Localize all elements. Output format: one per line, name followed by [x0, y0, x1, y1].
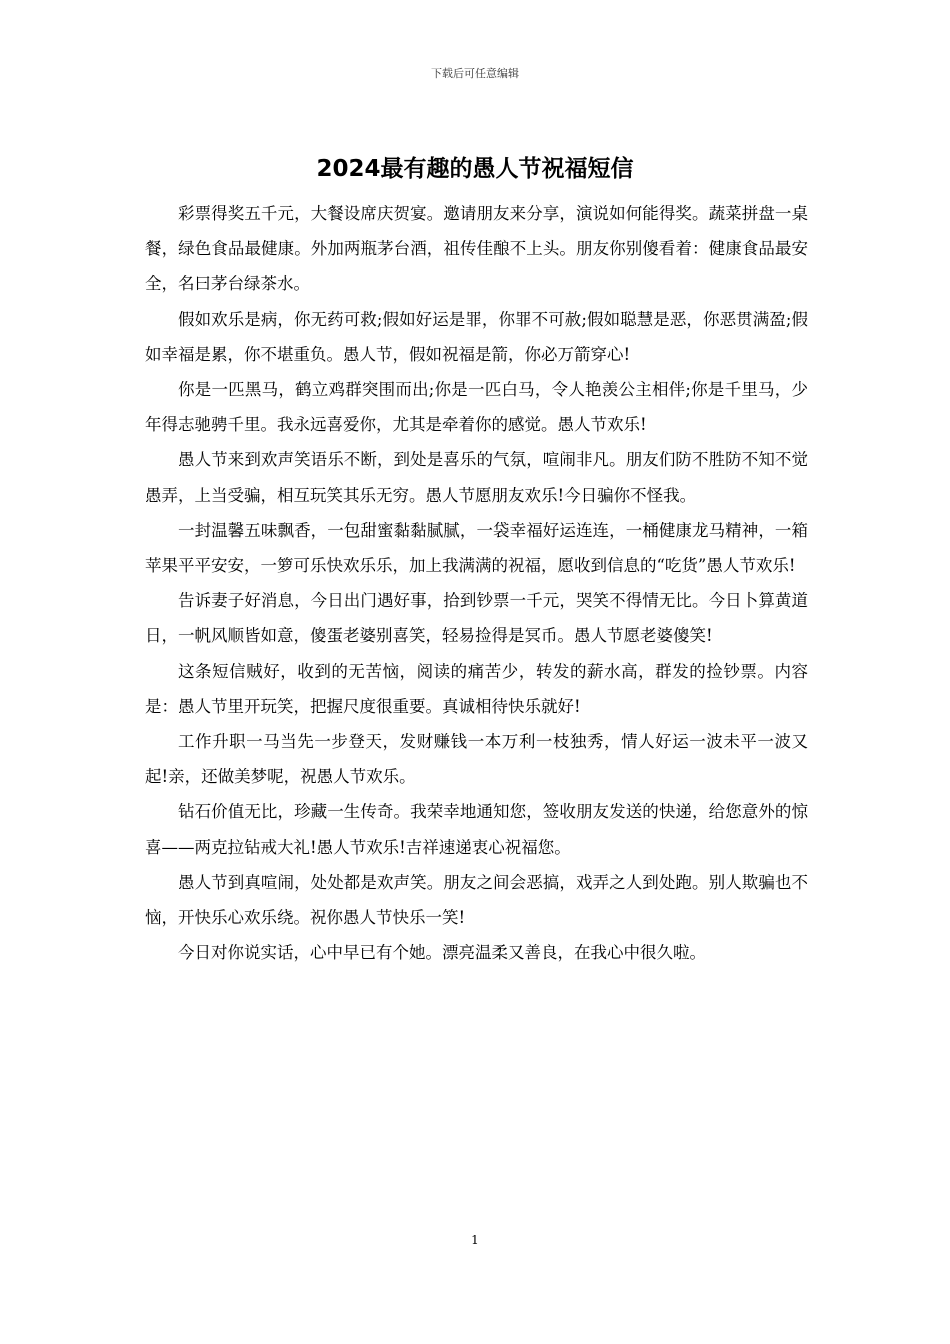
paragraph: 这条短信贼好，收到的无苦恼，阅读的痛苦少，转发的薪水高，群发的捡钞票。内容是：愚人节里开玩笑，把握尺度很重要。真诚相待快乐就好! [145, 661, 808, 716]
paragraph: 今日对你说实话，心中早已有个她。漂亮温柔又善良，在我心中很久啦。 [178, 943, 706, 963]
page-header: 下载后可任意编辑 [431, 67, 519, 80]
paragraph: 钻石价值无比，珍藏一生传奇。我荣幸地通知您，签收朋友发送的快递，给您意外的惊喜——两克拉钻戒大礼!愚人节欢乐!吉祥速递衷心祝福您。 [145, 802, 808, 857]
paragraph: 一封温馨五味飘香，一包甜蜜黏黏腻腻，一袋幸福好运连连，一桶健康龙马精神，一箱苹果平平安安，一箩可乐快欢乐乐，加上我满满的祝福，愿收到信息的“吃货”愚人节欢乐! [145, 520, 808, 576]
paragraph: 你是一匹黑马，鹤立鸡群突围而出;你是一匹白马，令人艳羡公主相伴;你是千里马，少年得志驰骋千里。我永远喜爱你，尤其是牵着你的感觉。愚人节欢乐! [145, 380, 808, 435]
document-body [145, 196, 808, 970]
paragraph: 愚人节到真喧闹，处处都是欢声笑。朋友之间会恶搞，戏弄之人到处跑。别人欺骗也不恼，开快乐心欢乐绕。祝你愚人节快乐一笑! [145, 872, 808, 928]
document-title: 2024最有趣的愚人节祝福短信 [316, 156, 634, 182]
paragraph: 假如欢乐是病，你无药可救;假如好运是罪，你罪不可赦;假如聪慧是恶，你恶贯满盈;假如幸福是累，你不堪重负。愚人节，假如祝福是箭，你必万箭穿心! [145, 309, 808, 364]
paragraph: 愚人节来到欢声笑语乐不断，到处是喜乐的气氛，喧闹非凡。朋友们防不胜防不知不觉愚弄，上当受骗，相互玩笑其乐无穷。愚人节愿朋友欢乐!今日骗你不怪我。 [145, 450, 808, 505]
paragraph: 告诉妻子好消息，今日出门遇好事，拾到钞票一千元，哭笑不得情无比。今日卜算黄道日，一帆风顺皆如意，傻蛋老婆别喜笑，轻易捡得是冥币。愚人节愿老婆傻笑! [145, 591, 808, 646]
paragraph: 彩票得奖五千元，大餐设席庆贺宴。邀请朋友来分享，演说如何能得奖。蔬菜拼盘一桌餐，绿色食品最健康。外加两瓶茅台酒，祖传佳酿不上头。朋友你别傻看着：健康食品最安全，名曰茅台绿茶水。 [145, 204, 808, 294]
paragraph: 工作升职一马当先一步登天，发财赚钱一本万利一枝独秀，情人好运一波未平一波又起!亲，还做美梦呢，祝愚人节欢乐。 [145, 732, 808, 787]
page-number: 1 [471, 1233, 479, 1247]
